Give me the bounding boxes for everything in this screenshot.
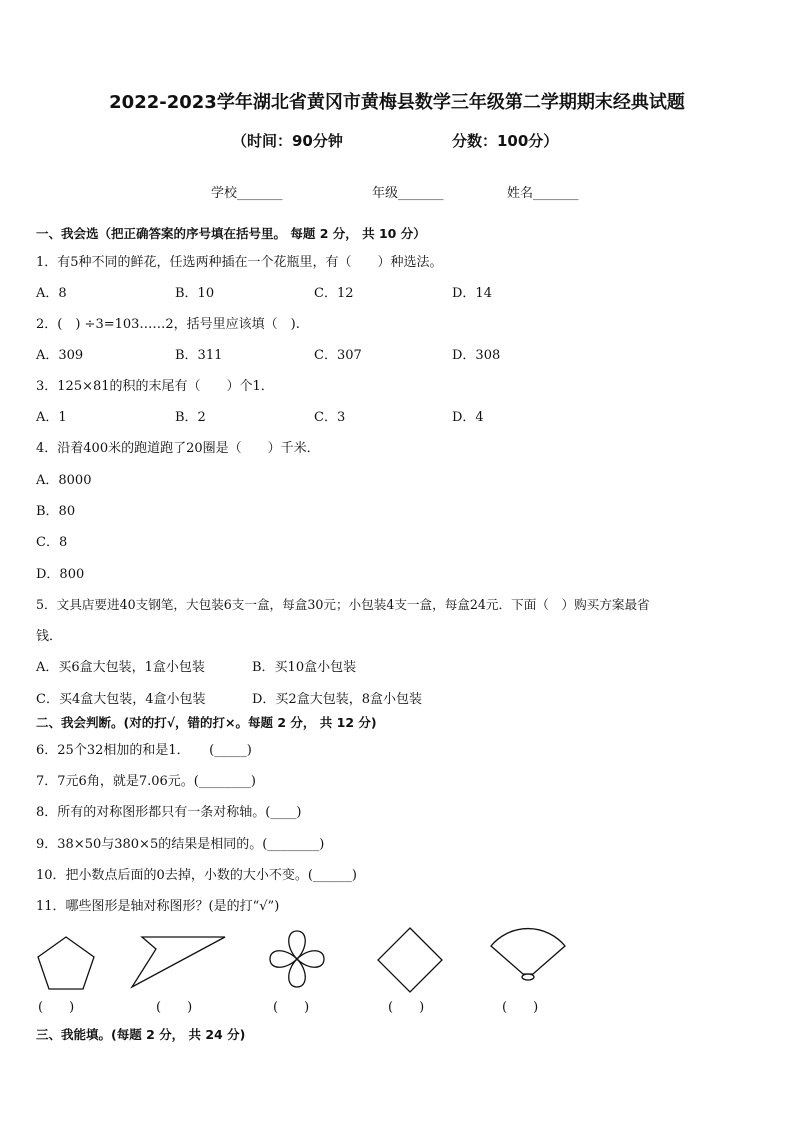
q3-option-a: A．1 [36,410,67,425]
triangle-icon [130,934,228,990]
q2-option-a: A．309 [36,348,84,363]
q2-option-b: B．311 [175,348,223,363]
diamond-icon [376,926,444,994]
exam-time: （时间：90分钟 [232,132,343,150]
q2-option-d: D．308 [452,348,501,363]
shape-1-answer: ( ) [38,1000,75,1015]
shape-5-answer: ( ) [502,1000,539,1015]
question-3: 3．125×81的积的末尾有（ ）个1． [36,379,274,394]
q4-option-d: D．800 [36,567,85,582]
q2-option-c: C．307 [314,348,362,363]
section-1-heading: 一、我会选（把正确答案的序号填在括号里。 每题 2 分， 共 10 分） [36,226,426,241]
name-field: 姓名_______ [507,186,579,201]
shape-4-answer: ( ) [388,1000,425,1015]
fan-icon [488,926,568,984]
pentagon-icon [36,934,98,992]
q1-option-d: D．14 [452,286,492,301]
question-5-line-2: 钱． [36,629,63,644]
question-8: 8．所有的对称图形都只有一条对称轴。(____) [36,805,302,820]
exam-score: 分数：100分） [452,132,559,150]
q1-option-c: C．12 [314,286,354,301]
school-field: 学校_______ [211,186,283,201]
question-10: 10．把小数点后面的0去掉，小数的大小不变。(______) [36,868,357,883]
question-5-line-1: 5．文具店要进40支钢笔，大包装6支一盒，每盒30元；小包装4支一盒，每盒24元．下面（ ）购买方案最省 [36,597,650,612]
question-6: 6．25个32相加的和是1． (_____) [36,743,252,758]
question-4: 4．沿着400米的跑道跑了20圈是（ ）千米． [36,441,320,456]
q4-option-a: A．8000 [36,473,92,488]
q3-option-d: D．4 [452,410,484,425]
question-11: 11．哪些图形是轴对称图形？(是的打“√”) [36,899,280,914]
q5-option-c: C．买4盒大包装，4盒小包装 [36,692,206,707]
question-9: 9．38×50与380×5的结果是相同的。(________) [36,837,325,852]
four-leaf-icon [266,926,328,992]
question-2: 2．( ) ÷3=103……2，括号里应该填（ ). [36,317,300,332]
q1-option-b: B．10 [175,286,215,301]
shape-2-answer: ( ) [156,1000,193,1015]
grade-field: 年级_______ [372,186,444,201]
page-title: 2022-2023学年湖北省黄冈市黄梅县数学三年级第二学期期末经典试题 [109,92,685,113]
shape-3-answer: ( ) [273,1000,310,1015]
q5-option-b: B．买10盒小包装 [252,660,357,675]
question-7: 7．7元6角，就是7.06元。(________) [36,774,256,789]
q3-option-b: B．2 [175,410,206,425]
question-1: 1．有5种不同的鲜花，任选两种插在一个花瓶里，有（ ）种选法。 [36,255,443,270]
section-3-heading: 三、我能填。(每题 2 分， 共 24 分) [36,1027,246,1042]
q1-option-a: A．8 [36,286,67,301]
q4-option-c: C．8 [36,535,68,550]
q5-option-a: A．买6盒大包装，1盒小包装 [36,660,205,675]
q5-option-d: D．买2盒大包装，8盒小包装 [252,692,422,707]
q4-option-b: B．80 [36,504,76,519]
q3-option-c: C．3 [314,410,346,425]
section-2-heading: 二、我会判断。(对的打√，错的打×。每题 2 分， 共 12 分) [36,715,377,730]
